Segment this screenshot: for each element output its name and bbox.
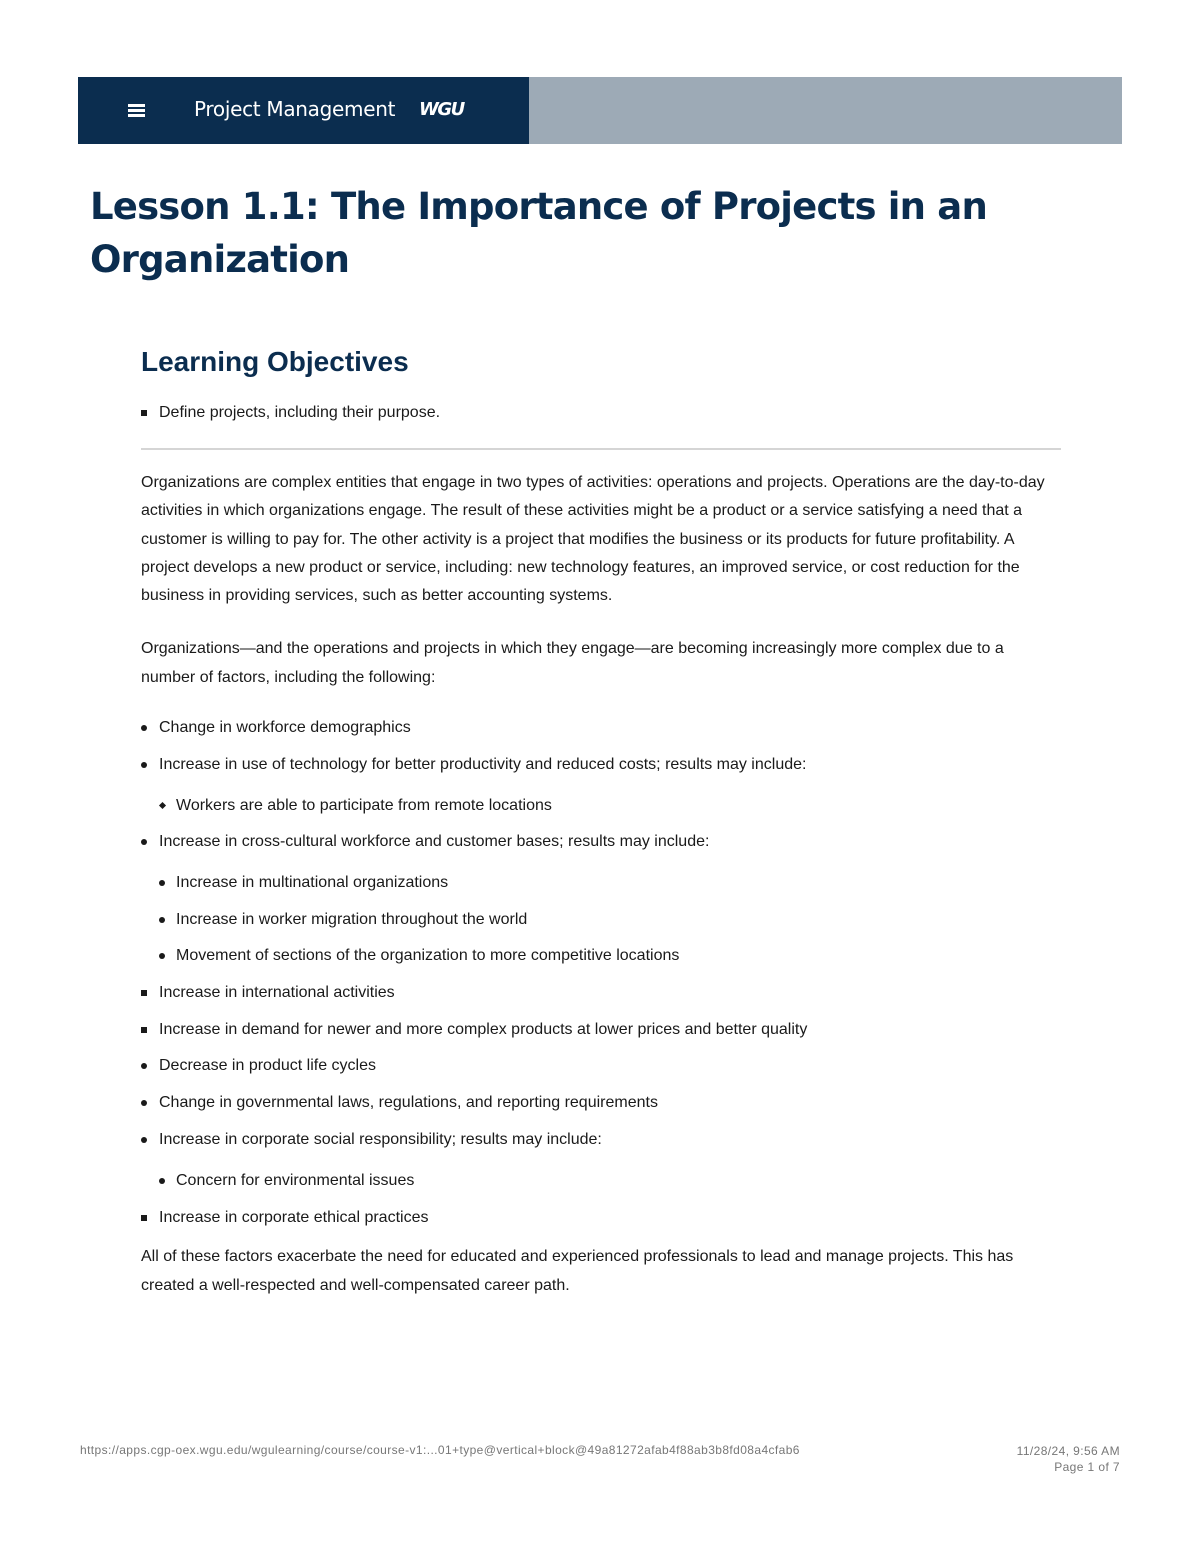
footer-url: https://apps.cgp-oex.wgu.edu/wgulearning/course/course-v1:...01+type@vertical+block@49a81272afab4f88ab3b8fd08a4cfab6 [80,1443,800,1457]
conclusion-paragraph: All of these factors exacerbate the need for educated and experienced professionals to lead and manage projects. This has created a well-respected and well-compensated career path. [141,1248,1014,1294]
factor-item: Increase in corporate ethical practices [141,1207,1061,1229]
intro-paragraph: Organizations are complex entities that engage in two types of activities: operations and projects. Operations are the day-to-day activities in which organizations engage. The result of these activities might be a product or a service satisfying a need that a customer is willing to pay for. The other activity is a project that modifies the business or its products for future profitability. A project develops a new product or service, including: new technology features, an improved service, or cost reduction for the business in providing services, such as better accounting systems. [141,474,1045,605]
factor-item: Decrease in product life cycles [141,1055,1061,1077]
factor-subitem: Movement of sections of the organization to more competitive locations [159,945,1061,967]
hamburger-menu-icon[interactable] [128,104,145,117]
page-title: Lesson 1.1: The Importance of Projects in an Organization [90,185,988,281]
wgu-logo: WGU [419,99,464,120]
factor-subitem: Increase in worker migration throughout the world [159,909,1061,931]
factors-intro-paragraph: Organizations—and the operations and projects in which they engage—are becoming increasingly more complex due to a number of factors, including the following: [141,640,1004,686]
top-nav-bar [78,77,1122,144]
factor-item-text: Increase in cross-cultural workforce and customer bases; results may include: [159,833,710,851]
objective-item: Define projects, including their purpose. [141,402,1061,424]
footer-datetime: 11/28/24, 9:56 AM [1016,1444,1120,1458]
factor-item-text: Increase in corporate social responsibility; results may include: [159,1131,602,1149]
factor-item [141,831,1061,967]
factor-item [141,1129,1061,1192]
footer-meta [1017,1443,1120,1475]
factor-sublist [159,795,1061,817]
factor-item: Change in workforce demographics [141,717,1061,739]
factor-subitem: Concern for environmental issues [159,1170,1061,1192]
divider [141,448,1061,450]
objectives-list [141,402,1061,424]
factor-item: Change in governmental laws, regulations, and reporting requirements [141,1092,1061,1114]
factor-subitem: Increase in multinational organizations [159,872,1061,894]
factor-item: Increase in demand for newer and more complex products at lower prices and better quality [141,1019,1061,1041]
factor-item: Increase in international activities [141,982,1061,1004]
factor-sublist [159,1170,1061,1192]
factor-subitem: Workers are able to participate from remote locations [159,795,1061,817]
footer-page-number: Page 1 of 7 [1054,1460,1120,1474]
lesson-content [141,340,1061,1300]
course-header [78,77,529,144]
factors-list [141,717,1061,1228]
course-title[interactable]: Project Management [194,97,396,121]
factor-sublist [159,872,1061,967]
factor-item-text: Increase in use of technology for better productivity and reduced costs; results may include: [159,755,807,773]
learning-objectives-heading: Learning Objectives [141,346,409,377]
factor-item [141,754,1061,817]
